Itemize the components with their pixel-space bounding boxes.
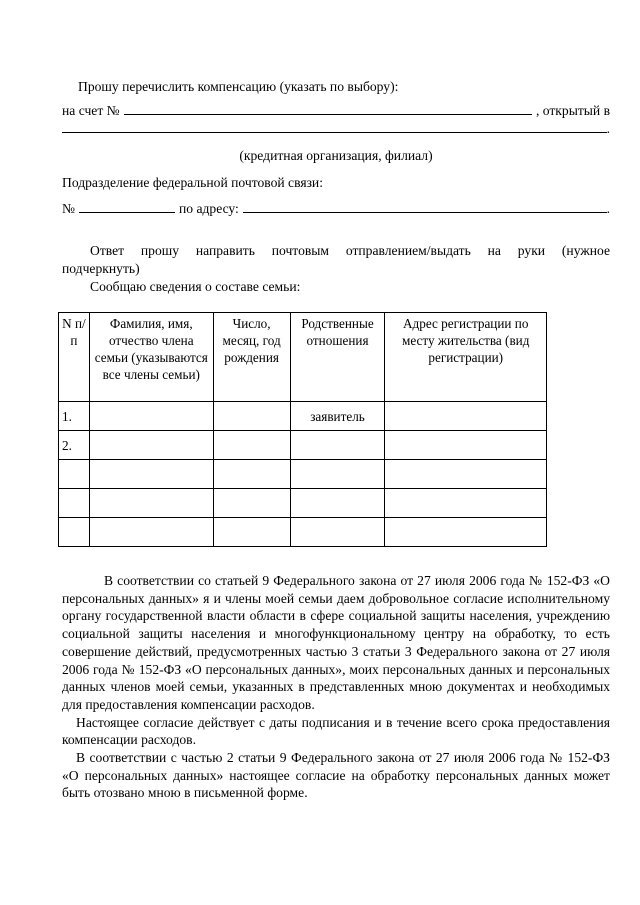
family-table	[58, 312, 547, 547]
cell-full-name[interactable]	[89, 518, 213, 547]
cell-birth-date[interactable]	[213, 489, 290, 518]
bank-name-field[interactable]	[62, 120, 607, 133]
bank-caption: (кредитная организация, филиал)	[239, 148, 433, 163]
cell-number	[59, 489, 90, 518]
post-address-field[interactable]	[243, 200, 607, 213]
table-row	[59, 460, 547, 489]
cell-birth-date[interactable]	[213, 518, 290, 547]
reply-method-line: Ответ прошу направить почтовым отправлением/выдать на руки (нужное	[90, 243, 610, 258]
table-row	[59, 489, 547, 518]
account-prefix: на счет №	[62, 103, 120, 118]
cell-number	[59, 460, 90, 489]
cell-full-name[interactable]	[89, 460, 213, 489]
header-number: N п/п	[59, 313, 90, 402]
table-row	[59, 402, 547, 431]
reply-method-line-2: подчеркнуть)	[62, 261, 140, 276]
family-intro: Сообщаю сведения о составе семьи:	[90, 279, 301, 294]
cell-number	[59, 518, 90, 547]
consent-text	[62, 572, 610, 802]
account-number-field[interactable]	[124, 102, 532, 115]
post-address-label: по адресу:	[178, 201, 239, 216]
header-birth-date: Число, месяц, год рождения	[213, 313, 290, 402]
cell-relationship[interactable]	[290, 431, 385, 460]
cell-number: 1.	[59, 402, 90, 431]
post-office-number-field[interactable]	[79, 200, 175, 213]
cell-full-name[interactable]	[89, 489, 213, 518]
cell-birth-date[interactable]	[213, 431, 290, 460]
header-relationship: Родственные отношения	[290, 313, 385, 402]
cell-relationship: заявитель	[290, 402, 385, 431]
payment-request-line: Прошу перечислить компенсацию (указать по выбору):	[78, 79, 399, 94]
cell-birth-date[interactable]	[213, 460, 290, 489]
cell-birth-date[interactable]	[213, 402, 290, 431]
header-address: Адрес регистрации по месту жительства (вид регистрации)	[385, 313, 547, 402]
cell-relationship[interactable]	[290, 489, 385, 518]
consent-paragraph-2: Настоящее согласие действует с даты подписания и в течение всего срока предоставления компенсации расходов.	[62, 714, 610, 748]
post-office-line: № по адресу: .	[62, 201, 610, 216]
table-row	[59, 518, 547, 547]
post-no-prefix: №	[62, 201, 75, 216]
cell-relationship[interactable]	[290, 460, 385, 489]
cell-relationship[interactable]	[290, 518, 385, 547]
cell-address[interactable]	[385, 431, 547, 460]
table-row	[59, 431, 547, 460]
cell-full-name[interactable]	[89, 431, 213, 460]
header-full-name: Фамилия, имя, отчество члена семьи (указываются все члены семьи)	[89, 313, 213, 402]
cell-address[interactable]	[385, 518, 547, 547]
consent-paragraph-1: В соответствии со статьей 9 Федерального закона от 27 июля 2006 года № 152-ФЗ «О персональных данных» я и члены моей семьи даем добровольное согласие исполнительному органу государственной власти области в сфере социальной защиты населения, учреждению социальной защиты населения и многофункциональному центру на обработку, то есть совершение действий, предусмотренных частью 3 статьи 3 Федерального закона от 27 июля 2006 года № 152-ФЗ «О персональных данных», моих персональных данных и персональных данных членов моей семьи, указанных в представленных мною документах и необходимых для предоставления компенсации расходов.	[62, 573, 610, 712]
cell-number: 2.	[59, 431, 90, 460]
account-suffix: , открытый в	[535, 103, 610, 118]
table-header-row	[59, 313, 547, 402]
cell-full-name[interactable]	[89, 402, 213, 431]
cell-address[interactable]	[385, 402, 547, 431]
cell-address[interactable]	[385, 489, 547, 518]
cell-address[interactable]	[385, 460, 547, 489]
post-office-label: Подразделение федеральной почтовой связи:	[62, 175, 323, 190]
bank-line: .	[62, 120, 610, 138]
consent-paragraph-3: В соответствии с частью 2 статьи 9 Федерального закона от 27 июля 2006 года № 152-ФЗ «О персональных данных» настоящее согласие на обработку персональных данных может быть отозвано мною в письменной форме.	[62, 750, 610, 801]
account-line	[62, 102, 610, 120]
